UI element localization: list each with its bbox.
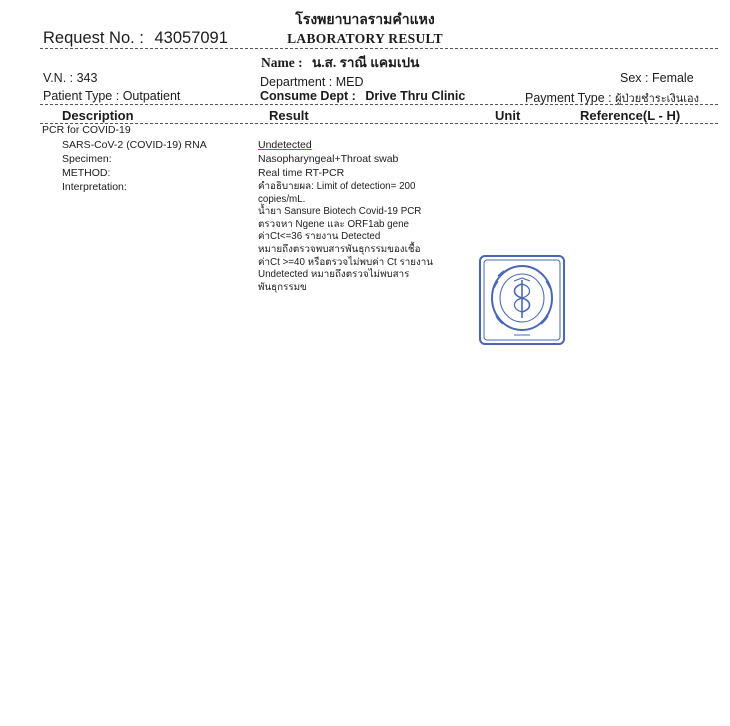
payment-type-label: Payment Type : xyxy=(525,91,612,105)
column-header-reference: Reference(L - H) xyxy=(580,108,681,123)
department-field xyxy=(260,75,364,89)
row-description: METHOD: xyxy=(62,167,111,179)
patient-type-label: Patient Type : xyxy=(43,89,120,103)
report-title: LABORATORY RESULT xyxy=(287,31,443,46)
consume-dept-value: Drive Thru Clinic xyxy=(365,89,466,103)
department-label: Department : xyxy=(260,75,333,89)
column-header-unit: Unit xyxy=(495,108,521,123)
hospital-seal-stamp-icon xyxy=(478,254,566,346)
patient-name xyxy=(261,51,419,73)
patient-type-field xyxy=(43,89,180,103)
interpretation-line: คำอธิบายผล: Limit of detection= 200 xyxy=(258,181,416,192)
payment-type-value: ผู้ป่วยชำระเงินเอง xyxy=(615,93,700,105)
row-description: Specimen: xyxy=(62,153,112,165)
department-value: MED xyxy=(335,75,364,89)
interpretation-line: พันธุกรรมข xyxy=(258,281,307,293)
column-header-description: Description xyxy=(62,108,134,123)
patient-type-value: Outpatient xyxy=(122,89,181,103)
hospital-name: โรงพยาบาลรามคำแหง xyxy=(295,12,435,28)
consume-dept-label: Consume Dept : xyxy=(260,89,356,103)
row-description: Interpretation: xyxy=(62,181,127,193)
row-result: Nasopharyngeal+Throat swab xyxy=(258,153,399,165)
column-header-result: Result xyxy=(269,108,309,123)
name-label: Name : xyxy=(261,55,303,70)
divider xyxy=(40,123,718,124)
test-group-label: PCR for COVID-19 xyxy=(42,124,131,136)
name-value: น.ส. ราณี แคมเปน xyxy=(311,55,420,70)
request-value: 43057091 xyxy=(154,29,228,47)
interpretation-line: น้ำยา Sansure Biotech Covid-19 PCR xyxy=(258,206,422,218)
interpretation-line: Undetected หมายถึงตรวจไม่พบสาร xyxy=(258,269,410,281)
interpretation-line: ตรวจหา Ngene และ ORF1ab gene xyxy=(258,218,409,230)
row-result: Undetected xyxy=(258,139,312,151)
vn-value: 343 xyxy=(76,71,98,85)
sex-value: Female xyxy=(651,71,694,85)
interpretation-line: copies/mL. xyxy=(258,193,306,205)
row-result: Real time RT-PCR xyxy=(258,167,345,179)
vn-field xyxy=(43,71,97,85)
interpretation-line: หมายถึงตรวจพบสารพันธุกรรมของเชื้อ xyxy=(258,243,421,255)
interpretation-text xyxy=(258,181,433,294)
request-number xyxy=(43,29,228,48)
sex-field xyxy=(620,71,694,85)
request-label: Request No. : xyxy=(43,29,144,47)
vn-label: V.N. : xyxy=(43,71,74,85)
interpretation-line: ค่าCt<=36 รายงาน Detected xyxy=(258,231,381,243)
consume-dept-field xyxy=(260,89,465,103)
row-description: SARS-CoV-2 (COVID-19) RNA xyxy=(62,139,207,151)
divider xyxy=(40,48,718,49)
interpretation-line: ค่าCt >=40 หรือตรวจไม่พบค่า Ct รายงาน xyxy=(258,256,433,268)
sex-label: Sex : xyxy=(620,71,649,85)
divider xyxy=(40,104,718,105)
